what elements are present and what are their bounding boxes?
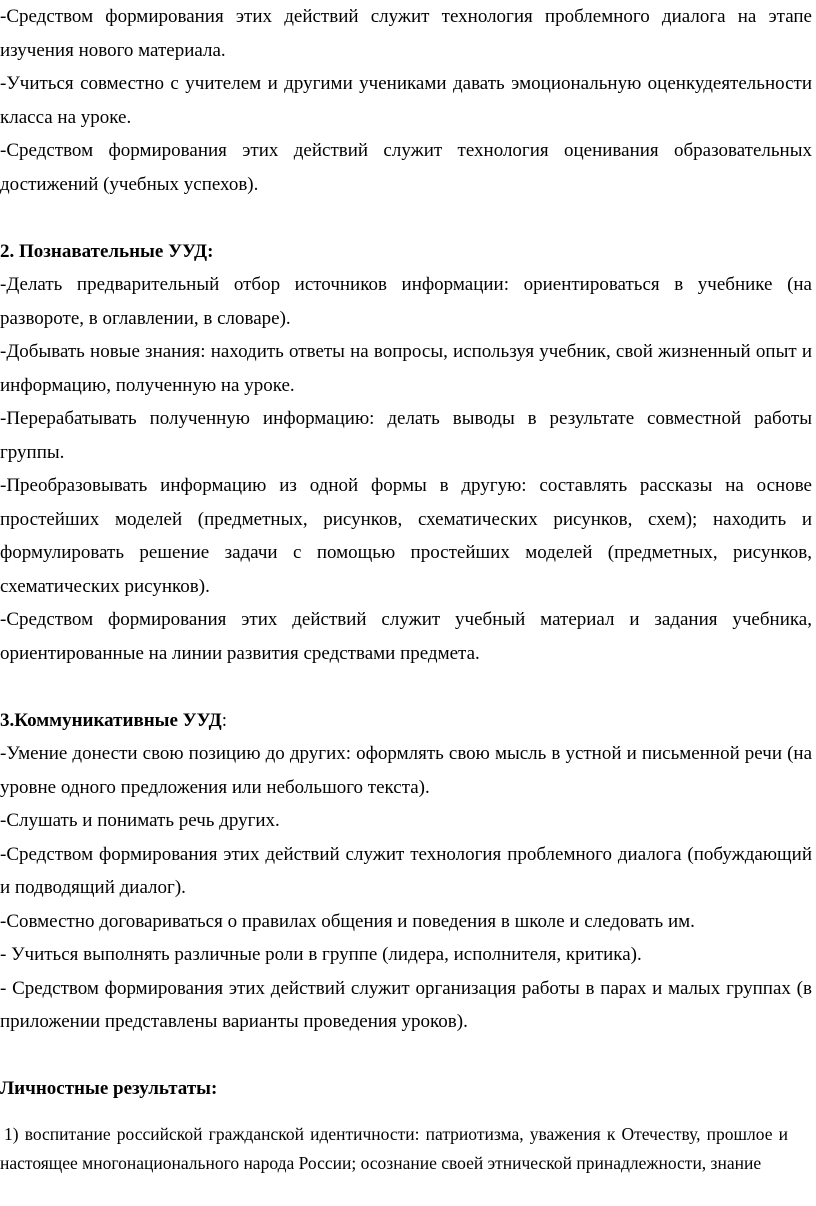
personal-section: [0, 1072, 814, 1178]
cognitive-paragraph-5: -Средством формирования этих действий служит учебный материал и задания учебника, ориентированные на линии развития средствами предмета.: [0, 609, 812, 664]
cognitive-paragraph-1: -Делать предварительный отбор источников информации: ориентироваться в учебнике (на развороте, в оглавлении, в словаре).: [0, 274, 812, 329]
communicative-paragraph-2: -Слушать и понимать речь других.: [0, 810, 280, 831]
communicative-paragraph-4: -Совместно договариваться о правилах общения и поведения в школе и следовать им.: [0, 910, 695, 932]
intro-paragraph-1: -Средством формирования этих действий служит технология проблемного диалога на этапе изучения нового материала.: [0, 6, 812, 61]
cognitive-section: [0, 235, 814, 671]
communicative-paragraph-3: -Средством формирования этих действий служит технология проблемного диалога (побуждающий и подводящий диалог).: [0, 843, 812, 898]
personal-heading: Личностные результаты:: [0, 1078, 218, 1099]
personal-paragraph-1: [0, 1120, 814, 1178]
communicative-heading-text: 3.Коммуникативные УУД: [0, 709, 222, 731]
spacer: [0, 670, 814, 704]
intro-paragraph-3: -Средством формирования этих действий служит технология оценивания образовательных достижений (учебных успехов).: [0, 140, 812, 195]
communicative-paragraph-1: -Умение донести свою позицию до других: оформлять свою мысль в устной и письменной речи (на уровне одного предложения или небольшого текста).: [0, 743, 812, 798]
cognitive-paragraph-4: -Преобразовывать информацию из одной формы в другую: составлять рассказы на основе простейших моделей (предметных, рисунков, схематических рисунков, схем); находить и формулировать решение задачи с помощью простейших моделей (предметных, рисунков, схематических рисунков).: [0, 475, 812, 597]
spacer: [0, 1106, 814, 1120]
cognitive-paragraph-2: -Добывать новые знания: находить ответы на вопросы, используя учебник, свой жизненный опыт и информацию, полученную на уроке.: [0, 341, 812, 396]
intro-paragraph-2: -Учиться совместно с учителем и другими учениками давать эмоциональную оценкудеятельности класса на уроке.: [0, 73, 812, 128]
communicative-section: [0, 704, 814, 1039]
personal-paragraph-1-text: 1) воспитание российской гражданской идентичности: патриотизма, уважения к Отечеству, прошлое и настоящее многонационального народа России; осознание своей этнической принадлежности, знание: [0, 1123, 788, 1173]
communicative-paragraph-5: - Учиться выполнять различные роли в группе (лидера, исполнителя, критика).: [0, 944, 642, 965]
communicative-paragraph-6: - Средством формирования этих действий служит организация работы в парах и малых группах (в приложении представлены варианты проведения уроков).: [0, 977, 812, 1032]
spacer: [0, 1039, 814, 1073]
cognitive-heading: 2. Познавательные УУД:: [0, 240, 214, 262]
spacer: [0, 201, 814, 235]
intro-section: [0, 0, 814, 201]
communicative-heading: [0, 704, 814, 738]
cognitive-paragraph-3: -Перерабатывать полученную информацию: делать выводы в результате совместной работы группы.: [0, 408, 812, 463]
communicative-heading-colon: :: [221, 709, 227, 731]
